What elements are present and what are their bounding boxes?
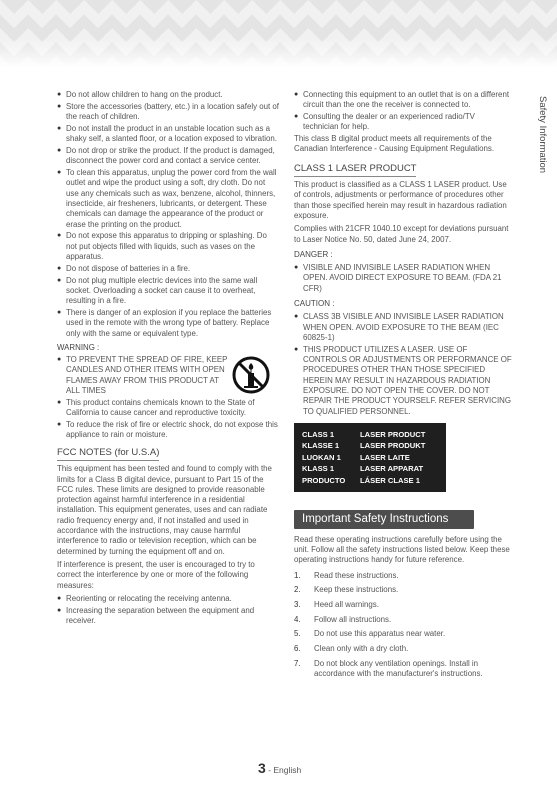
list-item: ● Do not install the product in an unstable location such as a shaky self, a slanted floor, or a location exposed to vibration. bbox=[57, 124, 279, 145]
item-number: 6. bbox=[294, 643, 301, 653]
fcc-paragraph: This equipment has been tested and found to comply with the limits for a Class B digital device, pursuant to Part 15 of the FCC rules. These limits are designed to provide reasonable protection against harmful interference in a residential installation. This equipment generates, uses and can radiate radio frequency energy and, if not installed and used in accordance with the instructions, may cause harmful interference to radio or television reception, which can be determined by turning the equipment off and on. bbox=[57, 464, 272, 556]
list-item bbox=[294, 585, 512, 595]
important-heading: Important Safety Instructions bbox=[294, 510, 474, 528]
caution-label: CAUTION : bbox=[294, 299, 335, 309]
laser-label-cell: PRODUCTO bbox=[302, 475, 346, 485]
left-column bbox=[57, 90, 279, 628]
item-number: 5. bbox=[294, 629, 301, 639]
page-number: 3 bbox=[258, 760, 266, 776]
page-footer bbox=[258, 760, 301, 776]
item-text: Read these instructions. bbox=[314, 570, 399, 580]
list-item bbox=[294, 644, 512, 654]
list-item: ● Store the accessories (battery, etc.) in a location safely out of the reach of children. bbox=[57, 102, 279, 123]
list-item bbox=[294, 659, 512, 680]
right-column bbox=[294, 90, 512, 684]
laser-label-cell: KLASSE 1 bbox=[302, 441, 340, 451]
warning-list-continued bbox=[57, 398, 279, 441]
side-tab-label: Safety Information bbox=[537, 96, 548, 174]
list-item bbox=[294, 571, 512, 581]
list-item: ● Do not expose this apparatus to dripping or splashing. Do not put objects filled with liquids, such as vases on the apparatus. bbox=[57, 231, 279, 262]
laser-heading: CLASS 1 LASER PRODUCT bbox=[294, 164, 416, 177]
general-safety-list bbox=[57, 90, 279, 339]
item-text: Do not block any ventilation openings. Install in accordance with the manufacturer's instructions. bbox=[314, 658, 483, 678]
list-item: ● Reorienting or relocating the receiving antenna. bbox=[57, 594, 279, 604]
item-number: 7. bbox=[294, 658, 301, 668]
fcc-heading: FCC NOTES (for U.S.A) bbox=[57, 448, 159, 461]
warning-block bbox=[57, 355, 279, 396]
item-text: Heed all warnings. bbox=[314, 599, 379, 609]
item-text: Do not use this apparatus near water. bbox=[314, 629, 446, 639]
list-item: ● This product contains chemicals known to the State of California to cause cancer and reproductive toxicity. bbox=[57, 398, 279, 419]
laser-label-cell: LUOKAN 1 bbox=[302, 452, 341, 462]
laser-label-cell: CLASS 1 bbox=[302, 429, 335, 439]
item-text: Follow all instructions. bbox=[314, 614, 392, 624]
list-item bbox=[294, 615, 512, 625]
laser-label-cell: LASER APPARAT bbox=[360, 464, 424, 474]
list-item: ● To clean this apparatus, unplug the power cord from the wall outlet and wipe the product using a soft, dry cloth. Do not use any chemicals such as wax, benzene, alcohol, thinners, insecticide, air fresheners, lubricants, or detergent. These chemicals can damage the appearance of the product or erase the printing on the product. bbox=[57, 168, 279, 230]
list-item: ● CLASS 3B VISIBLE AND INVISIBLE LASER RADIATION WHEN OPEN. AVOID EXPOSURE TO THE BEAM (IEC 60825-1) bbox=[294, 312, 512, 343]
list-item: ● Connecting this equipment to an outlet that is on a different circuit than the one the receiver is connected to. bbox=[294, 90, 512, 111]
laser-label-cell: LASER LAITE bbox=[360, 452, 410, 462]
fcc-paragraph: If interference is present, the user is encouraged to try to correct the interference by one or more of the following measures: bbox=[57, 559, 255, 590]
list-item: ● To reduce the risk of fire or electric shock, do not expose this appliance to rain or moisture. bbox=[57, 420, 279, 441]
item-text: Keep these instructions. bbox=[314, 585, 399, 595]
important-intro: Read these operating instructions carefully before using the unit. Follow all the safety instructions listed below. Keep these operating instructions handy for future reference. bbox=[294, 534, 510, 565]
list-item: ● Consulting the dealer or an experienced radio/TV technician for help. bbox=[294, 112, 512, 133]
item-number: 2. bbox=[294, 585, 301, 595]
warning-list bbox=[57, 355, 279, 396]
laser-label-cell: KLASS 1 bbox=[302, 464, 335, 474]
danger-label: DANGER : bbox=[294, 249, 333, 259]
laser-label-cell: LASER PRODUCT bbox=[360, 429, 426, 439]
item-number: 1. bbox=[294, 570, 301, 580]
laser-paragraph: Complies with 21CFR 1040.10 except for deviations pursuant to Laser Notice No. 50, dated June 24, 2007. bbox=[294, 224, 509, 244]
laser-label-cell: LASER PRODUKT bbox=[360, 441, 426, 451]
item-number: 4. bbox=[294, 614, 301, 624]
caution-list bbox=[294, 312, 512, 416]
item-number: 3. bbox=[294, 599, 301, 609]
laser-class-label bbox=[294, 423, 446, 493]
fcc-canada-paragraph: This class B digital product meets all requirements of the Canadian Interference - Causing Equipment Regulations. bbox=[294, 134, 495, 154]
page-language: - English bbox=[265, 765, 302, 775]
list-item: ● TO PREVENT THE SPREAD OF FIRE, KEEP CANDLES AND OTHER ITEMS WITH OPEN FLAMES AWAY FROM THIS PRODUCT AT ALL TIMES bbox=[57, 355, 279, 396]
header-pattern bbox=[0, 0, 557, 68]
list-item: ● Do not drop or strike the product. If the product is damaged, disconnect the power cord and contact a service center. bbox=[57, 146, 279, 167]
instructions-list bbox=[294, 571, 512, 680]
fcc-measures-list-continued bbox=[294, 90, 512, 133]
list-item: ● There is danger of an explosion if you replace the batteries used in the remote with the wrong type of battery. Replace only with the same or equivalent type. bbox=[57, 308, 279, 339]
warning-label: WARNING : bbox=[57, 342, 100, 352]
list-item: ● Do not dispose of batteries in a fire. bbox=[57, 264, 279, 274]
fcc-measures-list bbox=[57, 594, 279, 626]
important-section-header bbox=[294, 510, 512, 528]
list-item: ● THIS PRODUCT UTILIZES A LASER. USE OF CONTROLS OR ADJUSTMENTS OR PERFORMANCE OF PROCEDURES OTHER THAN THOSE SPECIFIED HEREIN MAY RESULT IN HAZARDOUS RADIATION EXPOSURE. DO NOT OPEN THE COVER. DO NOT REPAIR THE PRODUCT YOURSELF. REFER SERVICING TO QUALIFIED PERSONNEL. bbox=[294, 345, 512, 417]
item-text: Clean only with a dry cloth. bbox=[314, 643, 409, 653]
list-item bbox=[294, 600, 512, 610]
danger-list bbox=[294, 263, 512, 294]
laser-label-cell: LÁSER CLASE 1 bbox=[360, 475, 420, 485]
list-item: ● Increasing the separation between the equipment and receiver. bbox=[57, 606, 279, 627]
laser-paragraph: This product is classified as a CLASS 1 LASER product. Use of controls, adjustments or performance of procedures other than those specified herein may result in hazardous radiation exposure. bbox=[294, 180, 507, 220]
list-item: ● Do not allow children to hang on the product. bbox=[57, 90, 279, 100]
list-item: ● Do not plug multiple electric devices into the same wall socket. Overloading a socket can cause it to overheat, resulting in a fire. bbox=[57, 276, 279, 307]
list-item bbox=[294, 629, 512, 639]
list-item: ● VISIBLE AND INVISIBLE LASER RADIATION WHEN OPEN. AVOID DIRECT EXPOSURE TO BEAM. (FDA 21 CFR) bbox=[294, 263, 512, 294]
section-side-tab bbox=[536, 96, 550, 216]
